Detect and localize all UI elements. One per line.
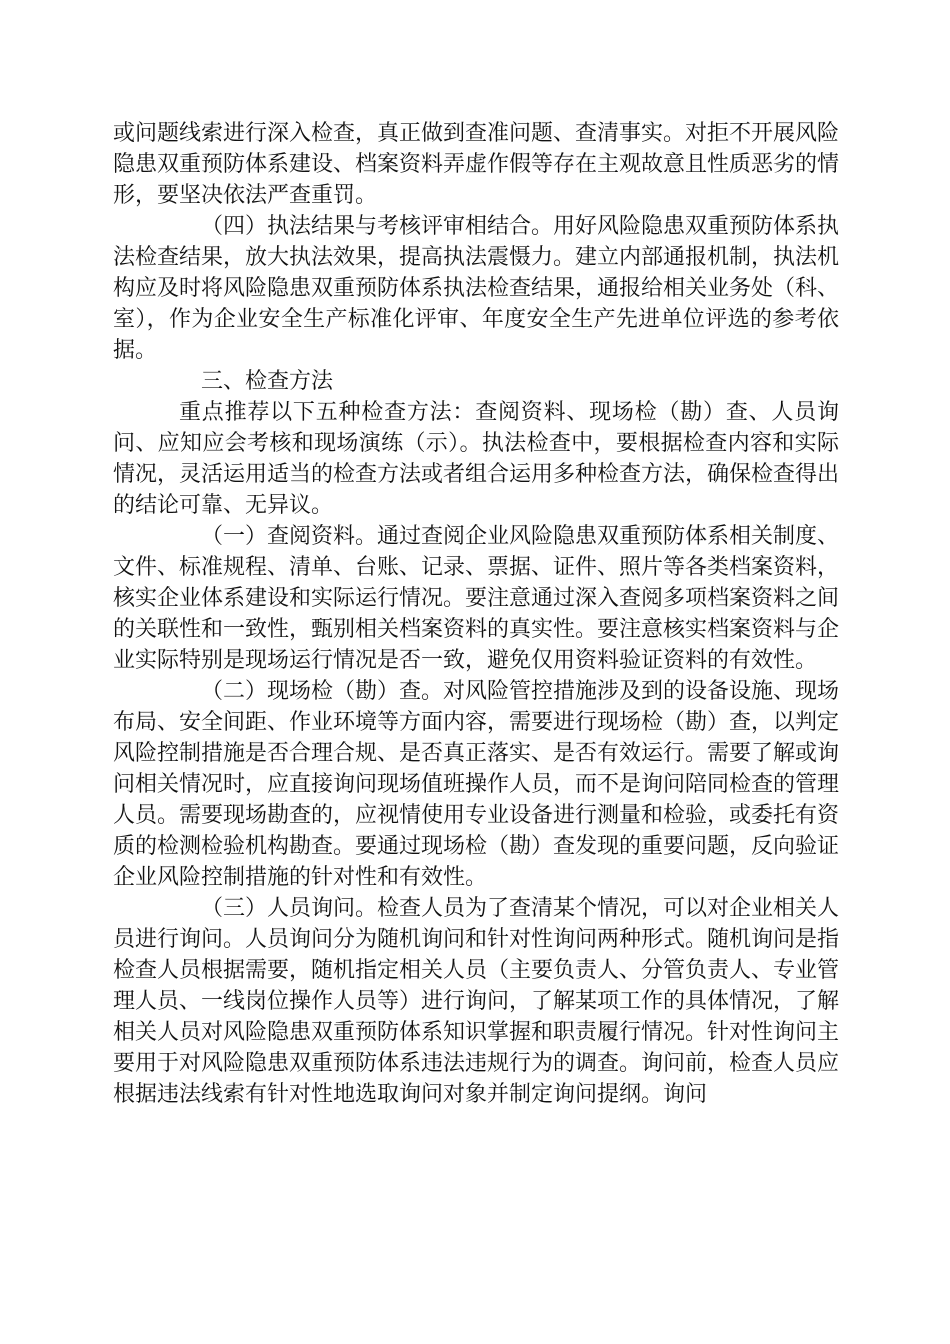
document-body [113, 118, 839, 1110]
paragraph-methods-overview: 重点推荐以下五种检查方法：查阅资料、现场检（勘）查、人员询问、应知应会考核和现场演练（示）。执法检查中，要根据检查内容和实际情况，灵活运用适当的检查方法或者组合运用多种检查方法，确保检查得出的结论可靠、无异议。 [113, 400, 840, 518]
paragraph-item-four: （四）执法结果与考核评审相结合。用好风险隐患双重预防体系执法检查结果，放大执法效果，提高执法震慑力。建立内部通报机制，执法机构应及时将风险隐患双重预防体系执法检查结果，通报给相关业务处（科、室），作为企业安全生产标准化评审、年度安全生产先进单位评选的参考依据。 [113, 214, 840, 363]
paragraph-continuation: 或问题线索进行深入检查，真正做到查准问题、查清事实。对拒不开展风险隐患双重预防体系建设、档案资料弄虚作假等存在主观故意且性质恶劣的情形，要坚决依法严查重罚。 [113, 121, 840, 208]
paragraph-item-one: （一）查阅资料。通过查阅企业风险隐患双重预防体系相关制度、文件、标准规程、清单、台账、记录、票据、证件、照片等各类档案资料，核实企业体系建设和实际运行情况。要注意通过深入查阅多项档案资料之间的关联性和一致性，甄别相关档案资料的真实性。要注意核实档案资料与企业实际特别是现场运行情况是否一致，避免仅用资料验证资料的有效性。 [113, 524, 840, 673]
paragraph-item-two: （二）现场检（勘）查。对风险管控措施涉及到的设备设施、现场布局、安全间距、作业环境等方面内容，需要进行现场检（勘）查，以判定风险控制措施是否合理合规、是否真正落实、是否有效运行。需要了解或询问相关情况时，应直接询问现场值班操作人员，而不是询问陪同检查的管理人员。需要现场勘查的，应视情使用专业设备进行测量和检验，或委托有资质的检测检验机构勘查。要通过现场检（勘）查发现的重要问题，反向验证企业风险控制措施的针对性和有效性。 [113, 679, 840, 890]
section-heading-inspection-methods: 三、检查方法 [201, 369, 334, 394]
paragraph-item-three: （三）人员询问。检查人员为了查清某个情况，可以对企业相关人员进行询问。人员询问分为随机询问和针对性询问两种形式。随机询问是指检查人员根据需要，随机指定相关人员（主要负责人、分管负责人、专业管理人员、一线岗位操作人员等）进行询问，了解某项工作的具体情况，了解相关人员对风险隐患双重预防体系知识掌握和职责履行情况。针对性询问主要用于对风险隐患双重预防体系违法违规行为的调查。询问前，检查人员应根据违法线索有针对性地选取询问对象并制定询问提纲。询问 [113, 896, 840, 1107]
